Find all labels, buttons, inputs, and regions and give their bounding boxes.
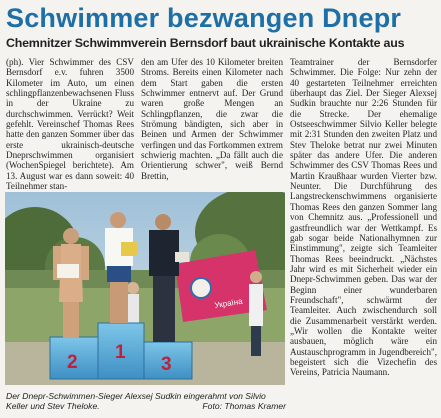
swimmer-first-flowers — [121, 242, 137, 256]
swimmer-third-head — [155, 214, 171, 230]
column-1-text: (ph). Vier Schwimmer des CSV Bernsdorf e.v. fuhren 3500 Kilometer im Auto, um einen schlingpflanzenbewachsenen Fluss in der Ukraine zu durchschwimmen. Verrückt? Weit gefehlt. Vereinschef Thomas Rees hatte den ganzen Sommer über das erste ukrainisch-deutsche Dneprschwimmen organisiert (WochenSpiegel berichtete). Am 13. August war es dann soweit: 40 Teilnehmer stan- — [6, 57, 134, 192]
swimmer-third-legs — [153, 276, 175, 342]
podium-label-1: 1 — [115, 342, 126, 363]
swimmer-second-head — [63, 228, 79, 244]
article-column-1 — [6, 57, 134, 195]
banner-label: Україна — [213, 296, 244, 310]
swimmer-first-head — [110, 212, 126, 228]
swimmer-first-shorts — [107, 266, 131, 282]
spectator-left-head — [127, 282, 139, 294]
swimmer-third-shirt — [149, 230, 179, 276]
swimmer-second-arm-r — [81, 246, 89, 280]
swimmer-first-legs — [110, 282, 128, 323]
article-photo — [5, 192, 285, 385]
subheadline: Chemnitzer Schwimmverein Bernsdorf baut ukrainische Kontakte aus — [6, 36, 405, 50]
column-3-text: Teamtrainer der Bernsdorfer Schwimmer. Die Folge: Nur zehn der 40 gestarteten Teilnehmer erreichten überhaupt das Ziel. Der Sieger Alexsej Sudkin brauchte nur 2:26 Stunden für die Strecke. Der ehemalige Ostseeschwimmer Silvio Keller belegte mit 2:31 Stunden den zweiten Platz und Stev Theloke betrat nur zwei Minuten später das andere Ufer. Die anderen Schwimmer des CSV Thomas Rees und Martin Kraußhaar wurden Vierter bzw. Neunter. Die Durchführung des Langstreckenschwimmens organisierte Thomas Rees den ganzen Sommer lang von Chemnitz aus. „Professionell und gastfreundlich war der Wettkampf. Es gab sogar beide Nationalhymnen zur Einstimmung", zeigte sich Teamleiter Thomas Rees beeindruckt. „Nächstes Jahr wird es mit Sicherheit wieder ein Dnepr-Schwimmen geben. Das war der Beginn einer wunderbaren Freundschaft", schwärmt der Teamleiter. Auch zwischendurch soll die Zusammenarbeit verstärkt werden. „Wir wollen die Kontakte weiter ausbauen, möglich wäre ein Austauschprogramm in Jugendbereich", begeistert sich die Vizechefin des Vereins, Patricia Naumann. — [290, 57, 437, 378]
swimmer-second-flowers — [57, 264, 79, 278]
swimmer-third-medal — [175, 252, 189, 262]
spectator-right-head — [250, 271, 262, 283]
photo-credit: Foto: Thomas Kramer — [202, 401, 286, 411]
headline: Schwimmer bezwangen Dnepr — [6, 3, 402, 33]
article-column-2 — [141, 57, 283, 195]
spectator-right — [249, 284, 263, 326]
podium-label-3: 3 — [161, 354, 172, 375]
spectator-right-legs — [251, 326, 261, 356]
article-column-3 — [290, 57, 437, 409]
caption-text: Der Dnepr-Schwimmen-Sieger Alexsej Sudkin eingerahmt von Silvio Keller und Stev Theloke. — [6, 391, 266, 411]
podium-photo — [5, 192, 285, 385]
swimmer-second-legs — [63, 302, 79, 338]
column-2-text: den am Ufer des 10 Kilometer breiten Stroms. Bereits einen Kilometer nach dem Start gaben die ersten Schwimmer entnervt auf. Der Grund waren große Mengen an Schlingpflanzen, die zwar die Strömung bändigten, sich aber in Beinen und Armen der Schwimmer verfingen und das Fortkommen extrem schwierig machten. „Da fällt auch die Orientierung schwer", weiß Bernd Brettin, — [141, 57, 283, 181]
photo-caption — [6, 391, 286, 411]
podium-label-2: 2 — [67, 352, 78, 373]
banner-emblem — [191, 278, 211, 298]
